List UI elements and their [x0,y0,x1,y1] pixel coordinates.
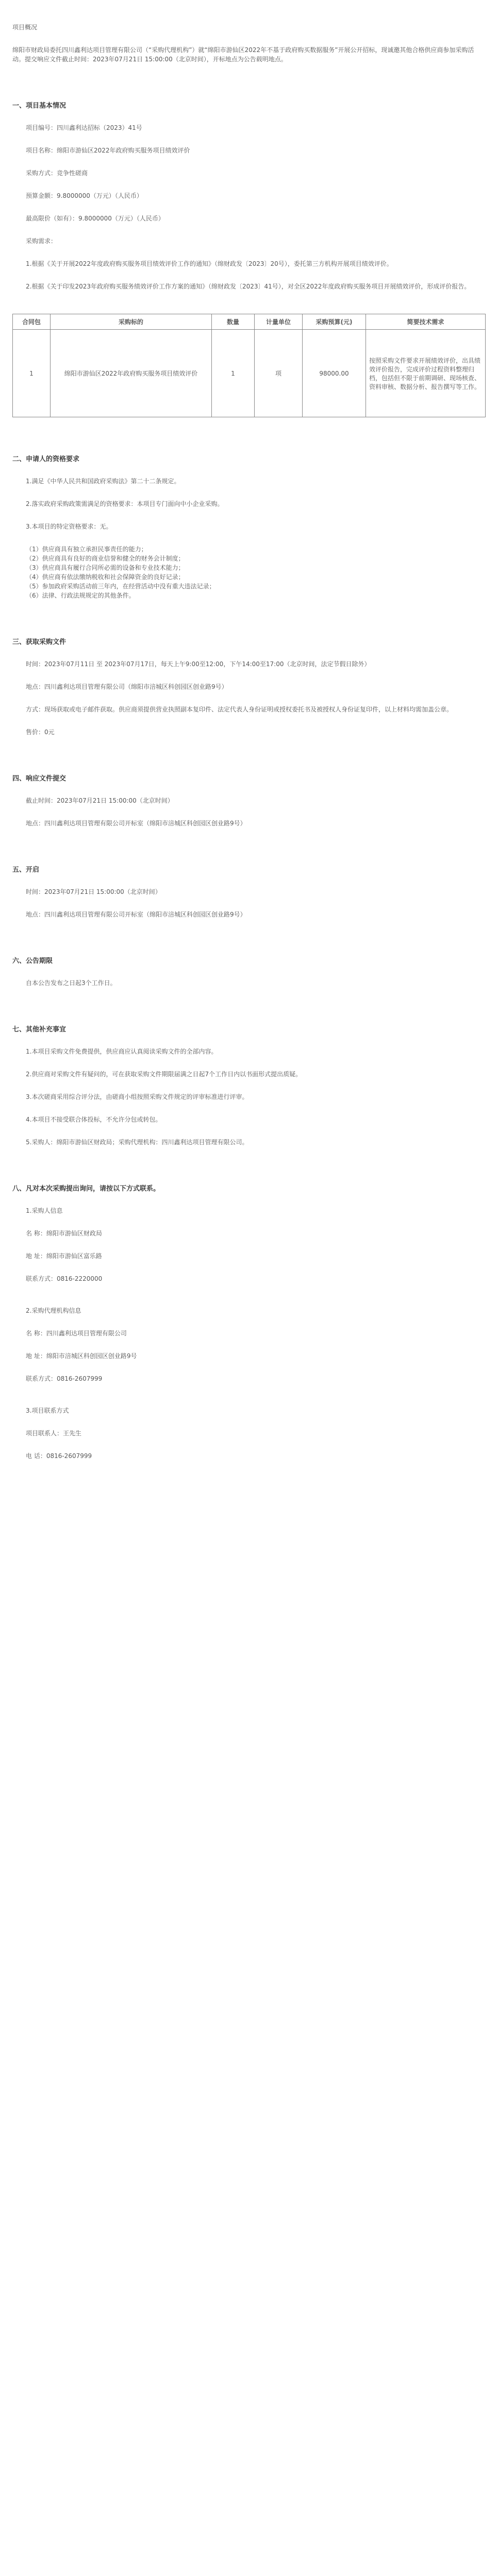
section-5-title: 五、开启 [12,866,40,874]
contact-agency-line: 名 称：四川鑫利达项目管理有限公司 [26,1330,127,1337]
s7-line: 5.采购人：绵阳市游仙区财政局；采购代理机构：四川鑫利达项目管理有限公司。 [26,1139,248,1146]
table-cell: 绵阳市游仙区2022年政府购买服务项目绩效评价 [51,330,212,417]
s7-line: 3.本次磋商采用综合评分法，由磋商小组按照采购文件规定的评审标准进行评审。 [26,1093,248,1100]
col-header: 合同包 [13,314,51,330]
s6-line: 自本公告发布之日起3个工作日。 [26,979,117,987]
s7-line: 2.供应商对采购文件有疑问的，可在获取采购文件期限届满之日起7个工作日内以书面形式提出质疑。 [26,1071,302,1078]
s3-line: 地点：四川鑫利达项目管理有限公司（绵阳市涪城区科创园区创业路9号） [26,683,228,690]
s1-line: 最高限价（如有）：9.8000000（万元）（人民币） [26,215,164,222]
s2-sub: （1）供应商具有独立承担民事责任的能力； [26,546,147,553]
s4-line: 截止时间：2023年07月21日 15:00:00（北京时间） [26,797,174,804]
contact-agency-line: 联系方式：0816-2607999 [26,1375,103,1382]
contact-purchaser-line: 联系方式：0816-2220000 [26,1275,103,1282]
table-cell: 98000.00 [303,330,366,417]
s7-line: 4.本项目不接受联合体投标，不允许分包或转包。 [26,1116,162,1123]
col-header: 计量单位 [255,314,303,330]
header-label: 项目概况 [12,24,38,31]
contact-purchaser-line: 地 址：绵阳市游仙区富乐路 [26,1252,102,1260]
s1-line: 预算金额：9.8000000（万元）（人民币） [26,192,143,199]
s3-line: 时间：2023年07月11日 至 2023年07月17日，每天上午9:00至12:00，下午14:00至17:00（北京时间，法定节假日除外） [26,660,371,668]
col-header: 数量 [212,314,255,330]
section-4-title: 四、响应文件提交 [12,775,67,783]
contact-purchaser-line: 名 称：绵阳市游仙区财政局 [26,1230,102,1237]
section-8-title: 八、凡对本次采购提出询问，请按以下方式联系。 [12,1185,160,1193]
s2-sub: （5）参加政府采购活动前三年内，在经营活动中没有重大违法记录； [26,583,215,590]
requirements-table [12,314,486,417]
col-header: 采购预算(元) [303,314,366,330]
s2-sub: （6）法律、行政法规规定的其他条件。 [26,592,135,599]
s2-line: 1.满足《中华人民共和国政府采购法》第二十二条规定。 [26,478,180,485]
s3-line: 方式：现场获取或电子邮件获取。供应商须提供营业执照副本复印件、法定代表人身份证明或授权委托书及被授权人身份证复印件，以上材料均需加盖公章。 [26,706,453,713]
intro-paragraph: 绵阳市财政局委托四川鑫利达项目管理有限公司（“采购代理机构”）就“绵阳市游仙区2022年不基于政府购买数据服务”开展公开招标，现诚邀其他合格供应商参加采购活动。提交响应文件截止时间：2023年07月21日 15:00:00（北京时间），开标地点为公告载明地点。 [12,46,474,63]
s2-line: 3.本项目的特定资格要求：无。 [26,523,112,530]
col-header: 采购标的 [51,314,212,330]
table-row [13,330,486,417]
section-3-title: 三、获取采购文件 [12,638,67,646]
s5-line: 时间：2023年07月21日 15:00:00（北京时间） [26,888,161,895]
col-header: 简要技术需求 [366,314,486,330]
s1-line: 采购方式：竞争性磋商 [26,170,88,177]
contact-person-line: 项目联系人：王先生 [26,1430,82,1437]
contact-agency-line: 地 址：绵阳市涪城区科创园区创业路9号 [26,1352,137,1360]
contact-agency-line: 2.采购代理机构信息 [26,1307,81,1314]
s2-sub: （2）供应商具有良好的商业信誉和健全的财务会计制度； [26,555,185,562]
section-1-lines [12,123,486,291]
table-cell: 1 [13,330,51,417]
table-cell: 项 [255,330,303,417]
s5-line: 地点：四川鑫利达项目管理有限公司开标室（绵阳市涪城区科创园区创业路9号） [26,911,246,918]
s2-line: 2.落实政府采购政策需满足的资格要求：本项目专门面向中小企业采购。 [26,500,224,507]
table-header-row [13,314,486,330]
section-2-title: 二、申请人的资格要求 [12,455,80,463]
s1-numbered: 1.根据《关于开展2022年度政府购买服务项目绩效评价工作的通知》（绵财政发〔2023〕20号），委托第三方机构开展项目绩效评价。 [26,260,393,267]
s1-line: 项目编号：四川鑫利达招标（2023）41号 [26,124,142,131]
section-7-title: 七、其他补充事宜 [12,1026,67,1033]
contact-purchaser-line: 1.采购人信息 [26,1207,63,1214]
contact-person-line: 3.项目联系方式 [26,1407,69,1414]
section-6-title: 六、公告期限 [12,957,53,965]
s1-line: 项目名称：绵阳市游仙区2022年政府购买服务项目绩效评价 [26,147,190,154]
s1-numbered: 2.根据《关于印发2023年政府购买服务绩效评价工作方案的通知》（绵财政发〔2023〕41号），对全区2022年度政府购买服务项目开展绩效评价，形成评价报告。 [26,283,471,290]
s2-sub: （4）供应商有依法缴纳税收和社会保障资金的良好记录； [26,573,185,581]
s3-line: 售价：0元 [26,728,55,736]
s7-line: 1.本项目采购文件免费提供，供应商应认真阅读采购文件的全部内容。 [26,1048,218,1055]
s2-sub: （3）供应商具有履行合同所必需的设备和专业技术能力； [26,564,185,571]
s1-line: 采购需求： [26,238,57,245]
table-cell: 按照采购文件要求开展绩效评价，出具绩效评价报告，完成评价过程资料整理归档，包括但不限于前期调研、现场核查、资料审核、数据分析、报告撰写等工作。 [366,330,486,417]
s4-line: 地点：四川鑫利达项目管理有限公司开标室（绵阳市涪城区科创园区创业路9号） [26,820,246,827]
section-1-title: 一、项目基本情况 [12,102,67,110]
table-cell: 1 [212,330,255,417]
contact-person-line: 电 话：0816-2607999 [26,1452,92,1460]
